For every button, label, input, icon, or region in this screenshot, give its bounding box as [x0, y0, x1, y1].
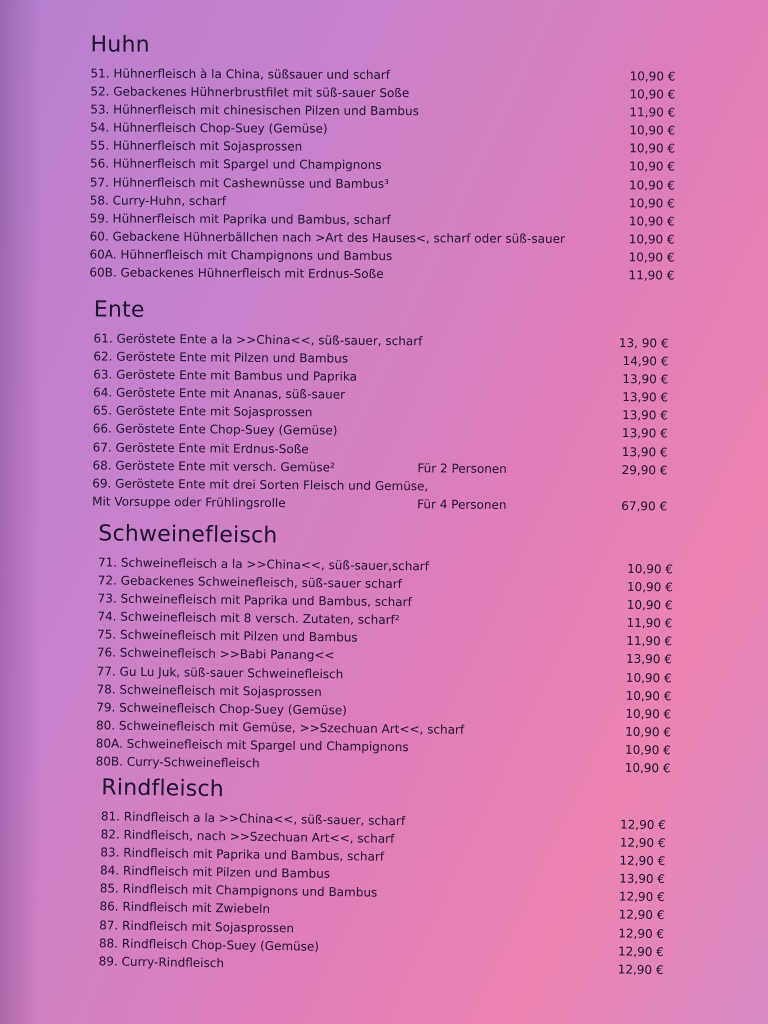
menu-item-price: 10,90 €	[629, 177, 675, 193]
menu-item-name: 58. Curry-Huhn, scharf	[89, 193, 227, 208]
menu-item-price: 12,90 €	[618, 925, 665, 941]
section-huhn	[89, 32, 690, 284]
section-title: Schweinefleisch	[98, 521, 278, 549]
menu-item-price: 12,90 €	[618, 889, 665, 905]
menu-item-price: 10,90 €	[626, 597, 673, 613]
menu-item-name: 82. Rindfleisch, nach >>Szechuan Art<<, scharf	[100, 827, 395, 846]
menu-item-name: 80B. Curry-Schweinefleisch	[95, 754, 260, 771]
menu-item-price: 13, 90 €	[618, 335, 669, 351]
menu-item-name: 84. Rindfleisch mit Pilzen und Bambus	[99, 863, 331, 882]
menu-item-name: 76. Schweinefleisch >>Babi Panang<<	[96, 645, 335, 663]
section-rindfleisch	[99, 775, 702, 979]
menu-item-name: 77. Gu Lu Juk, süß-sauer Schweinefleisch	[96, 663, 344, 681]
menu-item-note: Für 4 Personen	[417, 497, 507, 512]
menu-item-price: 10,90 €	[629, 123, 676, 138]
menu-item-price: 12,90 €	[617, 944, 664, 959]
menu-item-name: 80A. Schweinefleisch mit Spargel und Champignons	[95, 736, 409, 755]
menu-item-name: 69. Geröstete Ente mit drei Sorten Fleisch und Gemüse,	[92, 476, 429, 494]
menu-item-name: 60B. Gebackenes Hühnerfleisch mit Erdnus-Soße	[89, 265, 384, 281]
menu-item-name: 79. Schweinefleisch Chop-Suey (Gemüse)	[96, 700, 347, 718]
menu-item-price: 10,90 €	[626, 579, 673, 595]
menu-item-name: 80. Schweinefleisch mit Gemüse, >>Szechuan Art<<, scharf	[95, 718, 465, 737]
menu-item-name: 60A. Hühnerfleisch mit Champignons und Bambus	[89, 247, 393, 263]
menu-item-name: 55. Hühnerfleisch mit Sojasprossen	[90, 138, 303, 154]
section-title: Ente	[93, 297, 145, 323]
menu-item-name: 81. Rindfleisch a la >>China<<, süß-sauer, scharf	[100, 809, 406, 829]
menu-item-price: 10,90 €	[627, 561, 674, 577]
section-title: Huhn	[90, 32, 150, 58]
menu-item-name: 54. Hühnerfleisch Chop-Suey (Gemüse)	[90, 120, 328, 136]
menu-item-price: 10,90 €	[629, 141, 676, 156]
menu-item-price: 12,90 €	[619, 853, 666, 869]
menu-item-name: 57. Hühnerfleisch mit Cashewnüsse und Bambus³	[89, 174, 389, 191]
menu-item	[92, 492, 692, 515]
menu-item-price: 13,90 €	[622, 372, 669, 387]
menu-item-price: 10,90 €	[628, 214, 675, 229]
menu-item-price: 11,90 €	[629, 105, 676, 120]
menu-item-name: 60. Gebackene Hühnerbällchen nach >Art des Hauses<, scharf oder süß-sauer	[89, 229, 565, 246]
menu-item-name: 61. Geröstete Ente a la >>China<<, süß-sauer, scharf	[93, 331, 423, 349]
menu-item-price: 13,90 €	[619, 871, 666, 887]
menu-item-name: 86. Rindfleisch mit Zwiebeln	[99, 899, 271, 917]
menu-item-name: 89. Curry-Rindfleisch	[98, 954, 225, 970]
menu-item-price: 10,90 €	[629, 87, 676, 102]
menu-item-name: 68. Geröstete Ente mit versch. Gemüse²	[92, 458, 335, 475]
menu-item-name: Mit Vorsuppe oder Frühlingsrolle	[92, 494, 286, 510]
menu-item-price: 10,90 €	[625, 670, 672, 685]
menu-item-name: 53. Hühnerfleisch mit chinesischen Pilzen und Bambus	[90, 102, 419, 119]
menu-item-price: 10,90 €	[629, 159, 675, 174]
menu-item-price: 13,90 €	[622, 390, 669, 405]
menu-item-price: 10,90 €	[628, 250, 675, 265]
menu-item-name: 63. Geröstete Ente mit Bambus und Paprika	[93, 367, 358, 384]
menu-item-price: 11,90 €	[626, 616, 673, 631]
section-schweinefleisch	[96, 521, 699, 777]
menu-item-price: 13,90 €	[626, 652, 672, 667]
menu-item-price: 10,90 €	[624, 760, 671, 776]
menu-item-price: 10,90 €	[629, 69, 676, 84]
menu-item-price: 67,90 €	[621, 498, 668, 514]
menu-item-name: 62. Geröstete Ente mit Pilzen und Bambus	[93, 349, 349, 366]
menu-item-name: 85. Rindfleisch mit Champignons und Bambus	[99, 881, 378, 901]
page-edge-shadow	[0, 0, 40, 1024]
menu-item-name: 51. Hühnerfleisch à la China, süßsauer und scharf	[90, 66, 391, 82]
menu-item-price: 11,90 €	[628, 268, 675, 283]
menu-item-price: 29,90 €	[621, 462, 668, 478]
menu-item-price: 13,90 €	[621, 444, 668, 459]
menu-item-name: 66. Geröstete Ente Chop-Suey (Gemüse)	[92, 421, 338, 438]
menu-item-price: 11,90 €	[626, 634, 673, 649]
menu-item-name: 67. Geröstete Ente mit Erdnus-Soße	[92, 439, 309, 456]
menu-item-name: 65. Geröstete Ente mit Sojasprossen	[92, 403, 313, 420]
menu-item-price: 12,90 €	[618, 907, 665, 923]
section-ente	[92, 297, 694, 515]
menu-item-price: 10,90 €	[628, 195, 675, 211]
menu-item	[89, 263, 689, 284]
menu-item-price	[587, 478, 667, 479]
menu-item-price: 13,90 €	[621, 426, 668, 441]
menu-item-name: 56. Hühnerfleisch mit Spargel und Champignons	[89, 156, 382, 173]
menu-item-name: 73. Schweinefleisch mit Paprika und Bambus, scharf	[97, 591, 412, 610]
menu-item-price: 10,90 €	[624, 742, 671, 758]
menu-item-price: 10,90 €	[625, 688, 672, 704]
menu-item-name: 83. Rindfleisch mit Paprika und Bambus, scharf	[100, 845, 385, 864]
menu-item-price: 12,90 €	[617, 962, 664, 977]
menu-item-price: 14,90 €	[622, 354, 669, 369]
menu-item-price: 13,90 €	[622, 408, 668, 423]
menu-item-price: 10,90 €	[628, 232, 675, 247]
menu-item-name: 88. Rindfleisch Chop-Suey (Gemüse)	[98, 935, 320, 954]
menu-item-name: 72. Gebackenes Schweinefleisch, süß-sauer scharf	[97, 573, 402, 592]
menu-item-name: 87. Rindfleisch mit Sojasprossen	[99, 917, 295, 935]
menu-item-price: 12,90 €	[619, 817, 666, 833]
menu-item-name: 78. Schweinefleisch mit Sojasprossen	[96, 681, 322, 699]
menu-item-price: 10,90 €	[625, 724, 672, 740]
menu-item-price: 10,90 €	[625, 706, 672, 722]
menu-item-name: 71. Schweinefleisch a la >>China<<, süß-sauer,scharf	[97, 555, 429, 574]
menu-item-name: 74. Schweinefleisch mit 8 versch. Zutaten, scharf²	[97, 609, 400, 628]
menu-item-note: Für 2 Personen	[417, 460, 507, 476]
menu-item-price: 12,90 €	[619, 835, 666, 851]
menu-item-name: 75. Schweinefleisch mit Pilzen und Bambus	[97, 627, 358, 645]
menu-item-name: 59. Hühnerfleisch mit Paprika und Bambus, scharf	[89, 211, 391, 227]
menu-item-name: 52. Gebackenes Hühnerbrustfilet mit süß-sauer Soße	[90, 84, 410, 101]
menu-item-name: 64. Geröstete Ente mit Ananas, süß-sauer	[93, 385, 346, 402]
section-title: Rindfleisch	[101, 775, 225, 803]
